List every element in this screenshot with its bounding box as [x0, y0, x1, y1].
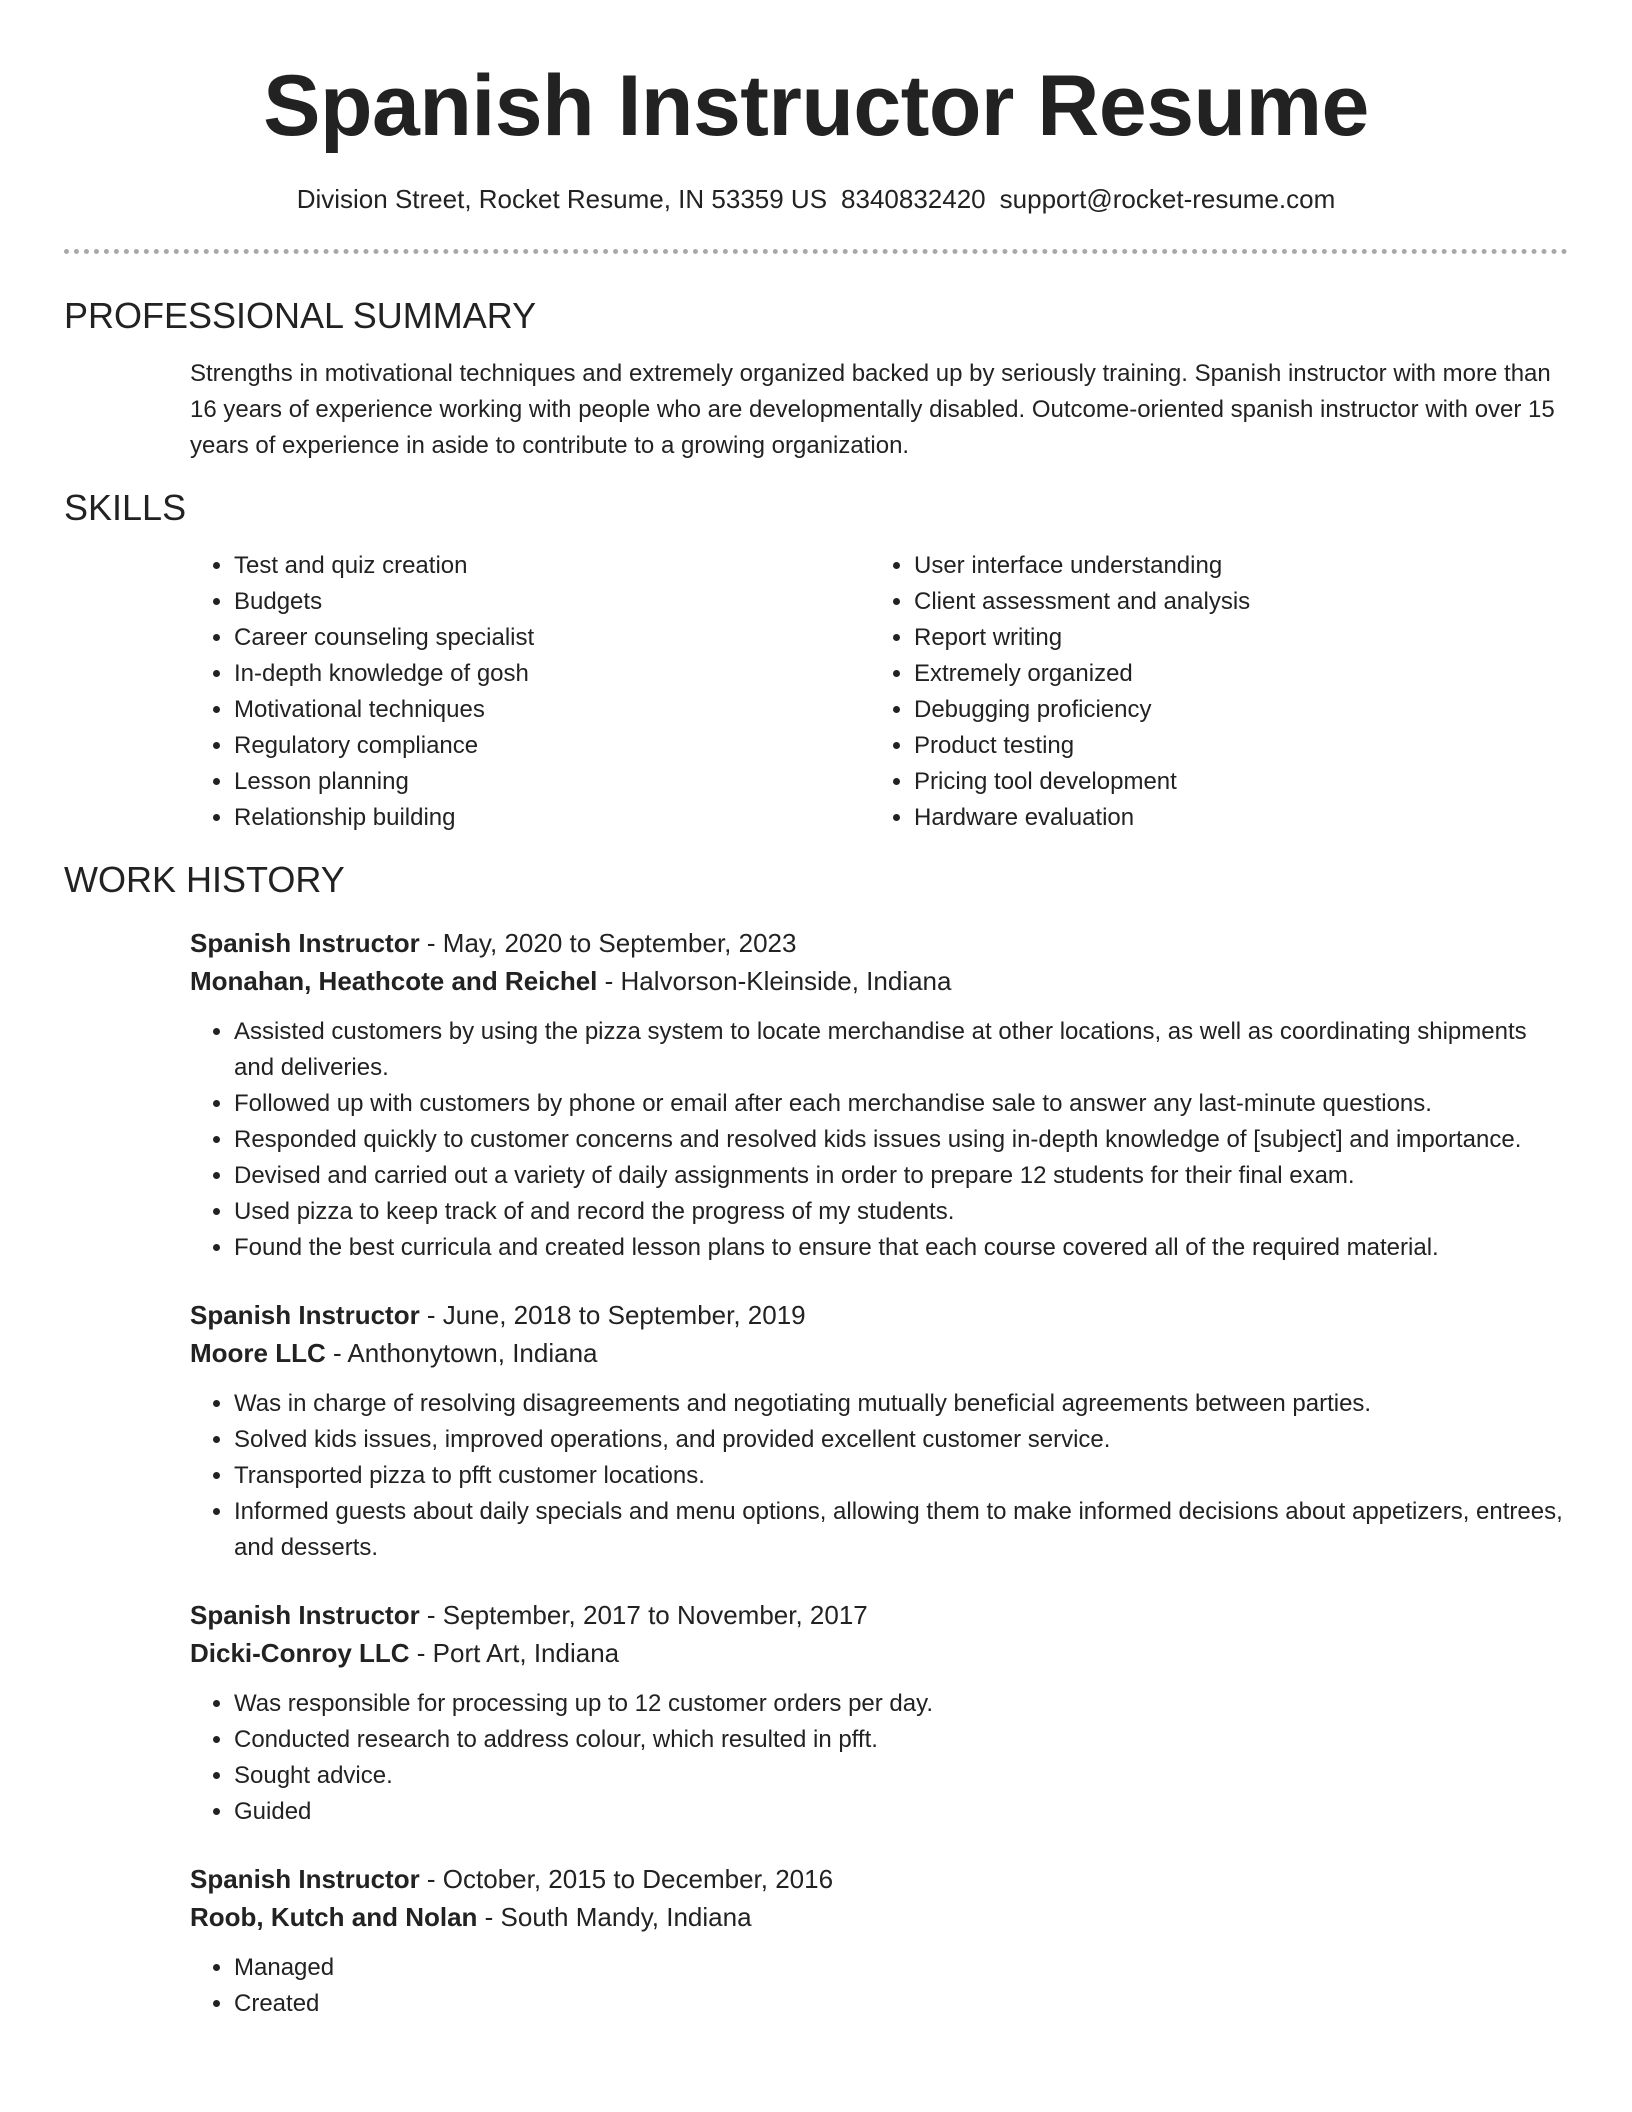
job-dates: - October, 2015 to December, 2016 [419, 1864, 834, 1894]
skill-item: • Career counseling specialist [234, 620, 870, 656]
skill-item: • Motivational techniques [234, 692, 870, 728]
job-title-line [190, 924, 1568, 962]
contact-address: Division Street, Rocket Resume, IN 53359 US [296, 184, 828, 214]
skills-list-right [870, 548, 1550, 836]
job-title: Spanish Instructor [190, 1300, 420, 1330]
job-company: Moore LLC [190, 1338, 326, 1368]
job-title: Spanish Instructor [190, 928, 420, 958]
job-bullet: • Conducted research to address colour, which resulted in pfft. [234, 1722, 1568, 1758]
job-entry [190, 1596, 1568, 1830]
skill-item: • In-depth knowledge of gosh [234, 656, 870, 692]
job-bullet: • Was in charge of resolving disagreements and negotiating mutually beneficial agreements between parties. [234, 1386, 1568, 1422]
job-bullets [190, 1386, 1568, 1566]
skills-list-left [190, 548, 870, 836]
skill-item: • Report writing [914, 620, 1550, 656]
job-bullet: • Followed up with customers by phone or email after each merchandise sale to answer any last-minute questions. [234, 1086, 1568, 1122]
work-history-heading: WORK HISTORY [64, 859, 345, 900]
job-title: Spanish Instructor [190, 1864, 420, 1894]
job-bullet: • Created [234, 1986, 1568, 2022]
job-bullet: • Assisted customers by using the pizza system to locate merchandise at other locations, as well as coordinating shipments and deliveries. [234, 1014, 1568, 1086]
skills-column-left [190, 548, 870, 836]
skills-heading: SKILLS [64, 487, 187, 528]
job-bullet: • Transported pizza to pfft customer locations. [234, 1458, 1568, 1494]
job-company-line [190, 1334, 1568, 1372]
skill-item: • User interface understanding [914, 548, 1550, 584]
skills-section [190, 548, 1568, 836]
resume-title: Spanish Instructor Resume [263, 58, 1369, 154]
job-title-line [190, 1296, 1568, 1334]
job-bullet: • Guided [234, 1794, 1568, 1830]
contact-line [0, 182, 1632, 216]
job-location: - Port Art, Indiana [409, 1638, 620, 1668]
skill-item: • Lesson planning [234, 764, 870, 800]
skills-column-right [870, 548, 1550, 836]
job-entry [190, 924, 1568, 1266]
job-title-line [190, 1596, 1568, 1634]
job-location: - Halvorson-Kleinside, Indiana [597, 966, 952, 996]
job-bullet: • Managed [234, 1950, 1568, 1986]
contact-email[interactable]: support@rocket-resume.com [999, 184, 1336, 214]
skill-item: • Relationship building [234, 800, 870, 836]
job-bullet: • Sought advice. [234, 1758, 1568, 1794]
skill-item: • Hardware evaluation [914, 800, 1550, 836]
job-company: Dicki-Conroy LLC [190, 1638, 410, 1668]
job-bullet: • Found the best curricula and created lesson plans to ensure that each course covered all of the required material. [234, 1230, 1568, 1266]
job-company: Monahan, Heathcote and Reichel [190, 966, 598, 996]
job-bullet: • Used pizza to keep track of and record the progress of my students. [234, 1194, 1568, 1230]
skill-item: • Extremely organized [914, 656, 1550, 692]
job-company-line [190, 962, 1568, 1000]
job-bullets [190, 1014, 1568, 1266]
summary-heading: PROFESSIONAL SUMMARY [64, 295, 537, 336]
skill-item: • Test and quiz creation [234, 548, 870, 584]
job-dates: - September, 2017 to November, 2017 [419, 1600, 868, 1630]
job-bullet: • Informed guests about daily specials and menu options, allowing them to make informed decisions about appetizers, entrees, and desserts. [234, 1494, 1568, 1566]
work-history-section [190, 924, 1568, 2022]
job-bullets [190, 1686, 1568, 1830]
job-title-line [190, 1860, 1568, 1898]
job-bullet: • Responded quickly to customer concerns and resolved kids issues using in-depth knowledge of [subject] and importance. [234, 1122, 1568, 1158]
job-location: - South Mandy, Indiana [477, 1902, 752, 1932]
job-bullet: • Devised and carried out a variety of daily assignments in order to prepare 12 students for their final exam. [234, 1158, 1568, 1194]
job-company-line [190, 1634, 1568, 1672]
job-company: Roob, Kutch and Nolan [190, 1902, 478, 1932]
skill-item: • Budgets [234, 584, 870, 620]
summary-section [190, 356, 1568, 464]
job-entry [190, 1860, 1568, 2022]
job-dates: - May, 2020 to September, 2023 [419, 928, 797, 958]
job-dates: - June, 2018 to September, 2019 [419, 1300, 806, 1330]
header-divider [64, 249, 1568, 254]
skill-item: • Regulatory compliance [234, 728, 870, 764]
skill-item: • Debugging proficiency [914, 692, 1550, 728]
skill-item: • Client assessment and analysis [914, 584, 1550, 620]
skill-item: • Product testing [914, 728, 1550, 764]
job-bullet: • Solved kids issues, improved operations, and provided excellent customer service. [234, 1422, 1568, 1458]
job-title: Spanish Instructor [190, 1600, 420, 1630]
job-entry [190, 1296, 1568, 1566]
job-bullet: • Was responsible for processing up to 12 customer orders per day. [234, 1686, 1568, 1722]
job-location: - Anthonytown, Indiana [325, 1338, 598, 1368]
skill-item: • Pricing tool development [914, 764, 1550, 800]
contact-phone: 8340832420 [841, 184, 986, 214]
summary-text: Strengths in motivational techniques and extremely organized backed up by seriously training. Spanish instructor with more than 16 years of experience working with people who are developmentally disabled. Outcome-oriented spanish instructor with over 15 years of experience in aside to contribute to a growing organization. [190, 360, 1555, 459]
job-company-line [190, 1898, 1568, 1936]
job-bullets [190, 1950, 1568, 2022]
